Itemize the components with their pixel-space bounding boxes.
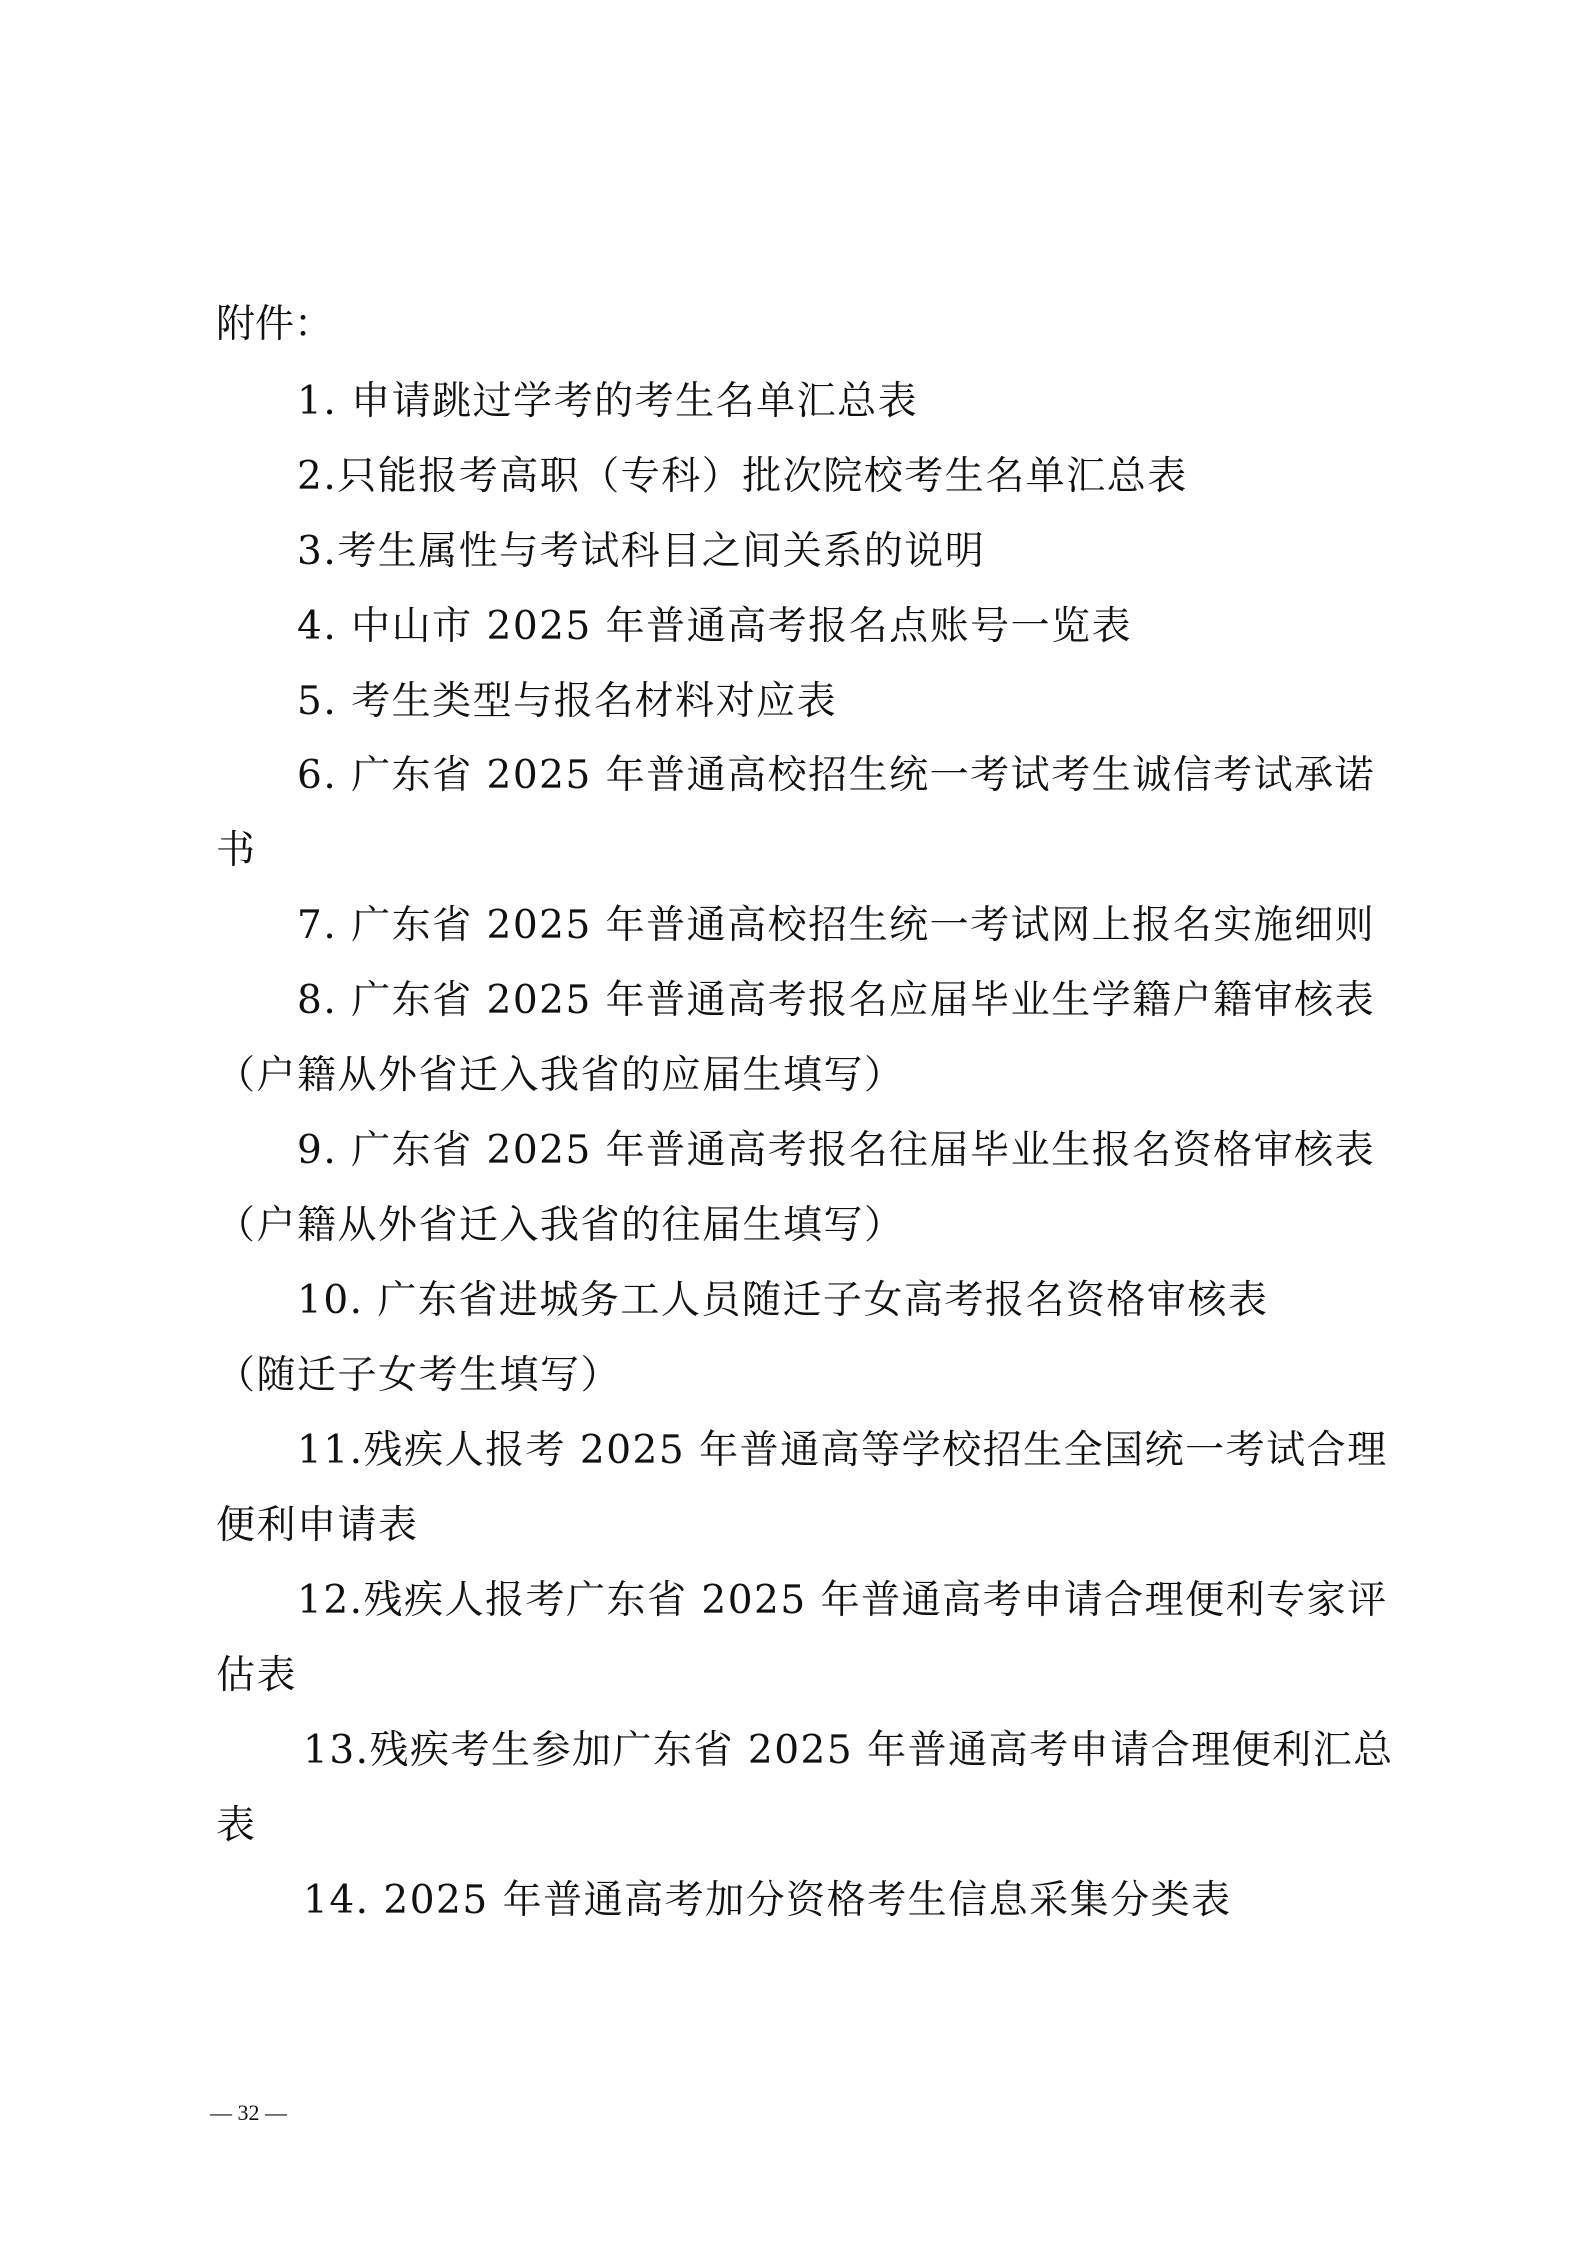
attachment-item-6-continuation (216, 821, 257, 881)
attachment-item-8 (297, 971, 1375, 1031)
attachment-item-11-continuation (216, 1496, 419, 1556)
attachment-line: 11.残疾人报考 2025 年普通高等学校招生全国统一考试合理 (297, 1428, 1388, 1473)
attachment-line: 12.残疾人报考广东省 2025 年普通高考申请合理便利专家评 (297, 1578, 1388, 1623)
attachment-line: 6. 广东省 2025 年普通高校招生统一考试考生诚信考试承诺 (297, 753, 1376, 798)
attachment-line: （随迁子女考生填写） (216, 1353, 622, 1398)
attachment-item-12-continuation (216, 1646, 297, 1706)
attachment-item-13-continuation (216, 1796, 257, 1856)
attachment-line: 9. 广东省 2025 年普通高考报名往届毕业生报名资格审核表 (297, 1128, 1376, 1173)
attachment-item-7 (297, 896, 1375, 956)
attachment-line: （户籍从外省迁入我省的往届生填写） (216, 1203, 905, 1248)
attachment-line: 估表 (216, 1653, 298, 1698)
attachment-item-6 (297, 746, 1375, 806)
attachment-line: 14. 2025 年普通高考加分资格考生信息采集分类表 (303, 1878, 1232, 1923)
attachment-line: 5. 考生类型与报名材料对应表 (297, 679, 838, 724)
attachment-item-5 (297, 672, 837, 732)
attachment-item-9 (297, 1121, 1375, 1181)
attachment-line: 1. 申请跳过学考的考生名单汇总表 (297, 379, 919, 424)
attachments-heading: 附件： (216, 302, 334, 347)
attachment-line: （户籍从外省迁入我省的应届生填写） (216, 1053, 905, 1098)
attachment-line: 10. 广东省进城务工人员随迁子女高考报名资格审核表 (297, 1278, 1269, 1323)
page-number: — 32 — (210, 2100, 287, 2125)
attachment-item-8-continuation (216, 1046, 905, 1106)
attachment-line: 书 (216, 828, 257, 873)
attachment-line: 4. 中山市 2025 年普通高考报名点账号一览表 (297, 604, 1133, 649)
attachment-item-14 (303, 1871, 1232, 1931)
attachment-item-9-continuation (216, 1196, 905, 1256)
attachment-item-11 (297, 1421, 1388, 1481)
attachment-item-10-continuation (216, 1346, 621, 1406)
attachment-item-13 (303, 1721, 1394, 1781)
attachment-line: 表 (216, 1803, 257, 1848)
attachment-line: 7. 广东省 2025 年普通高校招生统一考试网上报名实施细则 (297, 903, 1376, 948)
attachment-item-10 (297, 1271, 1268, 1331)
attachment-item-2 (297, 447, 1188, 507)
attachment-line: 8. 广东省 2025 年普通高考报名应届毕业生学籍户籍审核表 (297, 978, 1376, 1023)
attachment-line: 便利申请表 (216, 1503, 419, 1548)
attachment-item-12 (297, 1571, 1388, 1631)
attachment-item-3 (297, 522, 985, 582)
attachment-line: 3.考生属性与考试科目之间关系的说明 (297, 529, 986, 574)
attachment-line: 13.残疾考生参加广东省 2025 年普通高考申请合理便利汇总 (303, 1728, 1394, 1773)
attachment-item-4 (297, 597, 1132, 657)
attachment-line: 2.只能报考高职（专科）批次院校考生名单汇总表 (297, 454, 1188, 499)
attachment-item-1 (297, 372, 918, 432)
